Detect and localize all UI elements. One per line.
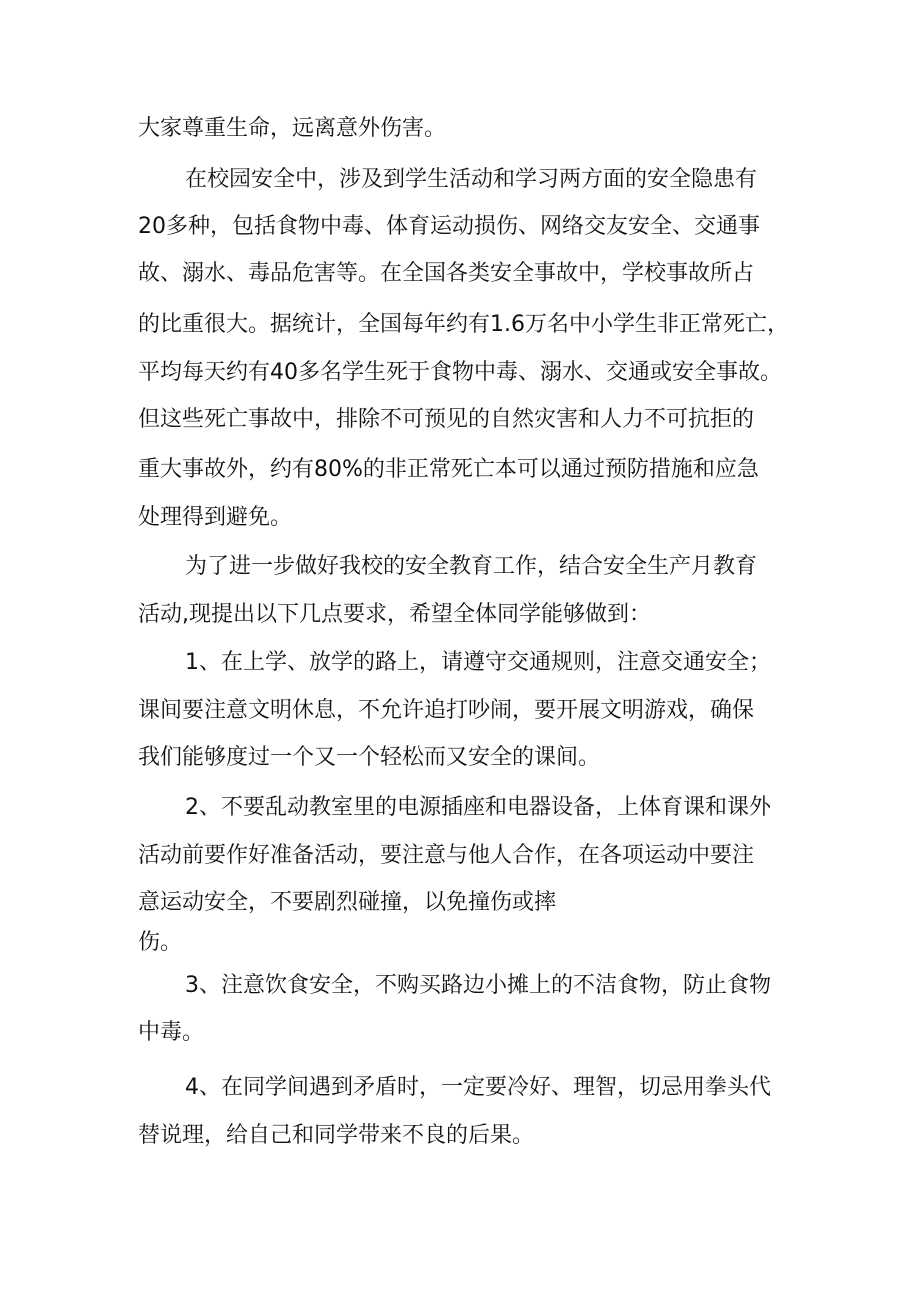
text-line: 平均每天约有40多名学生死于食物中毒、溺水、交通或安全事故。 bbox=[138, 360, 782, 385]
text-line: 意运动安全，不要剧烈碰撞，以免撞伤或摔 bbox=[138, 890, 557, 915]
text-line: 故、溺水、毒品危害等。在全国各类安全事故中，学校事故所占 bbox=[138, 261, 755, 286]
text-line: 但这些死亡事故中，排除不可预见的自然灾害和人力不可抗拒的 bbox=[138, 407, 755, 432]
text-line: 20多种，包括食物中毒、体育运动损伤、网络交友安全、交通事 bbox=[138, 214, 760, 239]
text-line: 在校园安全中，涉及到学生活动和学习两方面的安全隐患有 bbox=[185, 167, 758, 192]
text-line: 4、在同学间遇到矛盾时，一定要冷好、理智，切忌用拳头代 bbox=[185, 1075, 771, 1100]
text-line: 活动,现提出以下几点要求，希望全体同学能够做到： bbox=[138, 602, 651, 627]
text-line: 大家尊重生命，远离意外伤害。 bbox=[138, 116, 447, 141]
text-line: 重大事故外，约有80%的非正常死亡本可以通过预防措施和应急 bbox=[138, 457, 759, 482]
text-line: 2、不要乱动教室里的电源插座和电器设备，上体育课和课外 bbox=[185, 795, 771, 820]
text-line: 1、在上学、放学的路上，请遵守交通规则，注意交通安全； bbox=[185, 650, 771, 675]
text-line: 我们能够度过一个又一个轻松而又安全的课间。 bbox=[138, 745, 601, 770]
text-line: 的比重很大。据统计，全国每年约有1.6万名中小学生非正常死亡， bbox=[138, 312, 789, 337]
text-line: 活动前要作好准备活动，要注意与他人合作，在各项运动中要注 bbox=[138, 843, 755, 868]
text-line: 中毒。 bbox=[138, 1020, 205, 1045]
text-line: 处理得到避免。 bbox=[138, 505, 293, 530]
text-line: 课间要注意文明休息，不允许追打吵闹，要开展文明游戏，确保 bbox=[138, 698, 755, 723]
text-line: 伤。 bbox=[138, 930, 183, 955]
text-line: 替说理，给自己和同学带来不良的后果。 bbox=[138, 1123, 535, 1148]
text-line: 为了进一步做好我校的安全教育工作，结合安全生产月教育 bbox=[185, 554, 758, 579]
text-line: 3、注意饮食安全，不购买路边小摊上的不洁食物，防止食物 bbox=[185, 973, 771, 998]
